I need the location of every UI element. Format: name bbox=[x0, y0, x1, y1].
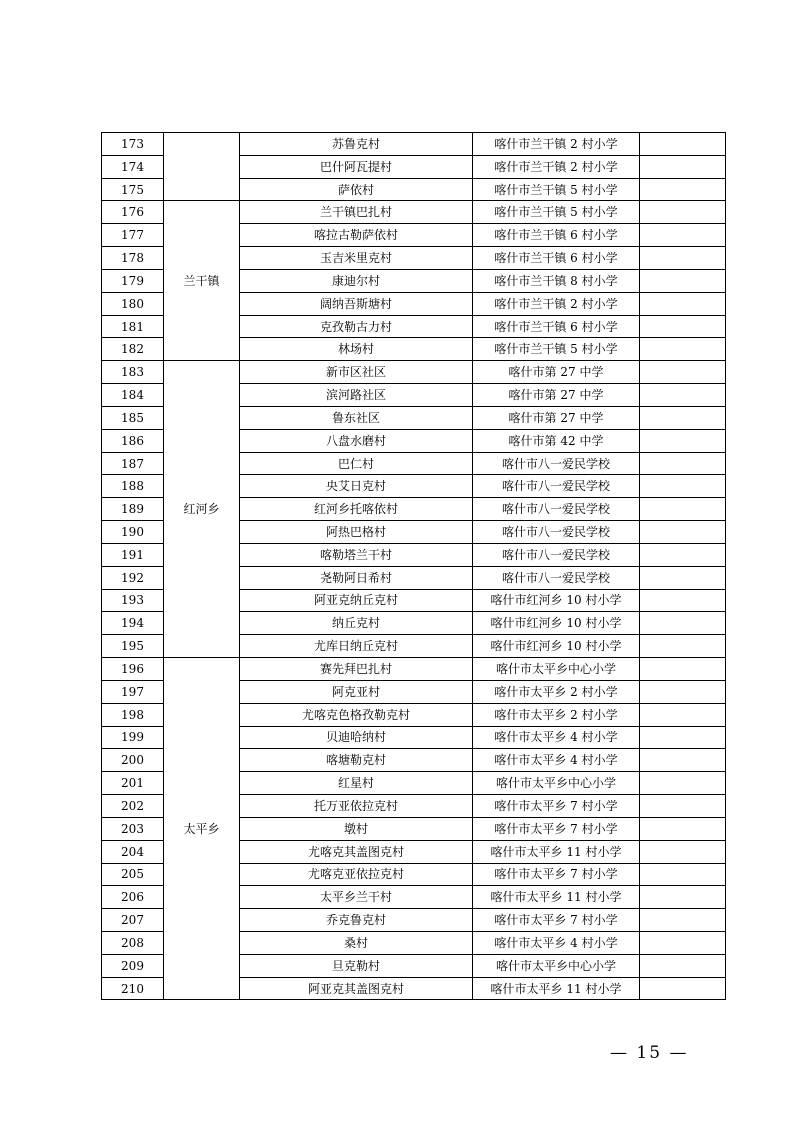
note-cell bbox=[640, 178, 726, 201]
row-number: 176 bbox=[102, 201, 164, 224]
village-cell: 喀勒塔兰干村 bbox=[240, 543, 473, 566]
village-cell: 林场村 bbox=[240, 338, 473, 361]
note-cell bbox=[640, 269, 726, 292]
school-cell: 喀什市兰干镇 8 村小学 bbox=[473, 269, 640, 292]
township-cell bbox=[164, 133, 240, 201]
page-number: — 15 — bbox=[610, 1043, 689, 1063]
village-cell: 萨依村 bbox=[240, 178, 473, 201]
school-cell: 喀什市太平乡 11 村小学 bbox=[473, 886, 640, 909]
school-cell: 喀什市兰干镇 5 村小学 bbox=[473, 201, 640, 224]
village-cell: 鲁东社区 bbox=[240, 406, 473, 429]
school-cell: 喀什市第 27 中学 bbox=[473, 384, 640, 407]
note-cell bbox=[640, 886, 726, 909]
village-cell: 阿克亚村 bbox=[240, 680, 473, 703]
school-cell: 喀什市太平乡 4 村小学 bbox=[473, 726, 640, 749]
school-cell: 喀什市太平乡 4 村小学 bbox=[473, 749, 640, 772]
note-cell bbox=[640, 977, 726, 1000]
village-cell: 尤喀克亚依拉克村 bbox=[240, 863, 473, 886]
village-cell: 桑村 bbox=[240, 931, 473, 954]
school-cell: 喀什市兰干镇 2 村小学 bbox=[473, 292, 640, 315]
school-cell: 喀什市太平乡 11 村小学 bbox=[473, 840, 640, 863]
row-number: 204 bbox=[102, 840, 164, 863]
note-cell bbox=[640, 429, 726, 452]
school-cell: 喀什市八一爱民学校 bbox=[473, 498, 640, 521]
table-row bbox=[102, 361, 726, 384]
note-cell bbox=[640, 863, 726, 886]
row-number: 208 bbox=[102, 931, 164, 954]
row-number: 183 bbox=[102, 361, 164, 384]
school-cell: 喀什市红河乡 10 村小学 bbox=[473, 612, 640, 635]
village-cell: 赛先拜巴扎村 bbox=[240, 658, 473, 681]
village-cell: 喀塘勒克村 bbox=[240, 749, 473, 772]
table-row bbox=[102, 133, 726, 156]
school-cell: 喀什市第 27 中学 bbox=[473, 406, 640, 429]
village-cell: 尤喀克其盖图克村 bbox=[240, 840, 473, 863]
note-cell bbox=[640, 361, 726, 384]
row-number: 205 bbox=[102, 863, 164, 886]
row-number: 201 bbox=[102, 772, 164, 795]
school-cell: 喀什市兰干镇 6 村小学 bbox=[473, 247, 640, 270]
note-cell bbox=[640, 521, 726, 544]
note-cell bbox=[640, 589, 726, 612]
table-body bbox=[102, 133, 726, 1000]
note-cell bbox=[640, 909, 726, 932]
note-cell bbox=[640, 635, 726, 658]
village-cell: 八盘水磨村 bbox=[240, 429, 473, 452]
row-number: 197 bbox=[102, 680, 164, 703]
assignment-table bbox=[101, 132, 726, 1000]
row-number: 198 bbox=[102, 703, 164, 726]
note-cell bbox=[640, 817, 726, 840]
note-cell bbox=[640, 133, 726, 156]
school-cell: 喀什市红河乡 10 村小学 bbox=[473, 635, 640, 658]
row-number: 190 bbox=[102, 521, 164, 544]
school-cell: 喀什市兰干镇 5 村小学 bbox=[473, 178, 640, 201]
village-cell: 克孜勒古力村 bbox=[240, 315, 473, 338]
row-number: 182 bbox=[102, 338, 164, 361]
row-number: 181 bbox=[102, 315, 164, 338]
village-cell: 康迪尔村 bbox=[240, 269, 473, 292]
village-cell: 阿亚克纳丘克村 bbox=[240, 589, 473, 612]
school-cell: 喀什市太平乡 4 村小学 bbox=[473, 931, 640, 954]
village-cell: 央艾日克村 bbox=[240, 475, 473, 498]
school-cell: 喀什市八一爱民学校 bbox=[473, 543, 640, 566]
row-number: 178 bbox=[102, 247, 164, 270]
note-cell bbox=[640, 384, 726, 407]
row-number: 202 bbox=[102, 795, 164, 818]
village-cell: 红星村 bbox=[240, 772, 473, 795]
note-cell bbox=[640, 726, 726, 749]
school-cell: 喀什市八一爱民学校 bbox=[473, 566, 640, 589]
table-row bbox=[102, 658, 726, 681]
row-number: 194 bbox=[102, 612, 164, 635]
note-cell bbox=[640, 566, 726, 589]
row-number: 195 bbox=[102, 635, 164, 658]
school-cell: 喀什市第 27 中学 bbox=[473, 361, 640, 384]
school-cell: 喀什市八一爱民学校 bbox=[473, 521, 640, 544]
village-cell: 太平乡兰干村 bbox=[240, 886, 473, 909]
school-cell: 喀什市太平乡 2 村小学 bbox=[473, 680, 640, 703]
note-cell bbox=[640, 931, 726, 954]
note-cell bbox=[640, 795, 726, 818]
note-cell bbox=[640, 498, 726, 521]
village-cell: 兰干镇巴扎村 bbox=[240, 201, 473, 224]
village-cell: 旦克勒村 bbox=[240, 954, 473, 977]
note-cell bbox=[640, 612, 726, 635]
school-cell: 喀什市第 42 中学 bbox=[473, 429, 640, 452]
school-cell: 喀什市太平乡 7 村小学 bbox=[473, 817, 640, 840]
row-number: 187 bbox=[102, 452, 164, 475]
village-cell: 滨河路社区 bbox=[240, 384, 473, 407]
row-number: 175 bbox=[102, 178, 164, 201]
row-number: 192 bbox=[102, 566, 164, 589]
village-cell: 苏鲁克村 bbox=[240, 133, 473, 156]
township-cell: 红河乡 bbox=[164, 361, 240, 658]
village-cell: 巴什阿瓦提村 bbox=[240, 155, 473, 178]
note-cell bbox=[640, 406, 726, 429]
village-cell: 尧勒阿日希村 bbox=[240, 566, 473, 589]
school-cell: 喀什市兰干镇 6 村小学 bbox=[473, 224, 640, 247]
note-cell bbox=[640, 954, 726, 977]
village-cell: 贝迪哈纳村 bbox=[240, 726, 473, 749]
row-number: 186 bbox=[102, 429, 164, 452]
village-cell: 尤喀克色格孜勒克村 bbox=[240, 703, 473, 726]
note-cell bbox=[640, 292, 726, 315]
village-cell: 阿亚克其盖图克村 bbox=[240, 977, 473, 1000]
school-cell: 喀什市兰干镇 6 村小学 bbox=[473, 315, 640, 338]
school-cell: 喀什市太平乡中心小学 bbox=[473, 658, 640, 681]
school-cell: 喀什市太平乡 7 村小学 bbox=[473, 795, 640, 818]
row-number: 196 bbox=[102, 658, 164, 681]
row-number: 180 bbox=[102, 292, 164, 315]
row-number: 184 bbox=[102, 384, 164, 407]
school-cell: 喀什市红河乡 10 村小学 bbox=[473, 589, 640, 612]
school-cell: 喀什市太平乡 11 村小学 bbox=[473, 977, 640, 1000]
row-number: 193 bbox=[102, 589, 164, 612]
township-cell: 兰干镇 bbox=[164, 201, 240, 361]
table-row bbox=[102, 201, 726, 224]
township-cell: 太平乡 bbox=[164, 658, 240, 1000]
village-cell: 阿热巴格村 bbox=[240, 521, 473, 544]
note-cell bbox=[640, 315, 726, 338]
village-cell: 新市区社区 bbox=[240, 361, 473, 384]
school-cell: 喀什市太平乡中心小学 bbox=[473, 772, 640, 795]
school-cell: 喀什市太平乡 2 村小学 bbox=[473, 703, 640, 726]
row-number: 179 bbox=[102, 269, 164, 292]
note-cell bbox=[640, 680, 726, 703]
note-cell bbox=[640, 749, 726, 772]
row-number: 206 bbox=[102, 886, 164, 909]
note-cell bbox=[640, 840, 726, 863]
school-cell: 喀什市太平乡 7 村小学 bbox=[473, 863, 640, 886]
row-number: 199 bbox=[102, 726, 164, 749]
school-cell: 喀什市太平乡 7 村小学 bbox=[473, 909, 640, 932]
school-cell: 喀什市八一爱民学校 bbox=[473, 475, 640, 498]
village-cell: 巴仁村 bbox=[240, 452, 473, 475]
row-number: 185 bbox=[102, 406, 164, 429]
note-cell bbox=[640, 658, 726, 681]
village-cell: 玉吉米里克村 bbox=[240, 247, 473, 270]
school-cell: 喀什市八一爱民学校 bbox=[473, 452, 640, 475]
note-cell bbox=[640, 201, 726, 224]
row-number: 203 bbox=[102, 817, 164, 840]
row-number: 174 bbox=[102, 155, 164, 178]
school-cell: 喀什市太平乡中心小学 bbox=[473, 954, 640, 977]
village-cell: 喀拉古勒萨依村 bbox=[240, 224, 473, 247]
village-cell: 红河乡托喀依村 bbox=[240, 498, 473, 521]
village-cell: 乔克鲁克村 bbox=[240, 909, 473, 932]
school-cell: 喀什市兰干镇 2 村小学 bbox=[473, 155, 640, 178]
row-number: 200 bbox=[102, 749, 164, 772]
note-cell bbox=[640, 247, 726, 270]
village-cell: 尤库日纳丘克村 bbox=[240, 635, 473, 658]
village-cell: 纳丘克村 bbox=[240, 612, 473, 635]
note-cell bbox=[640, 452, 726, 475]
row-number: 173 bbox=[102, 133, 164, 156]
row-number: 189 bbox=[102, 498, 164, 521]
note-cell bbox=[640, 772, 726, 795]
village-cell: 墩村 bbox=[240, 817, 473, 840]
row-number: 209 bbox=[102, 954, 164, 977]
row-number: 177 bbox=[102, 224, 164, 247]
row-number: 210 bbox=[102, 977, 164, 1000]
row-number: 191 bbox=[102, 543, 164, 566]
note-cell bbox=[640, 338, 726, 361]
note-cell bbox=[640, 155, 726, 178]
note-cell bbox=[640, 703, 726, 726]
village-cell: 阔纳吾斯塘村 bbox=[240, 292, 473, 315]
school-cell: 喀什市兰干镇 5 村小学 bbox=[473, 338, 640, 361]
note-cell bbox=[640, 475, 726, 498]
row-number: 207 bbox=[102, 909, 164, 932]
row-number: 188 bbox=[102, 475, 164, 498]
note-cell bbox=[640, 224, 726, 247]
school-cell: 喀什市兰干镇 2 村小学 bbox=[473, 133, 640, 156]
note-cell bbox=[640, 543, 726, 566]
village-cell: 托万亚依拉克村 bbox=[240, 795, 473, 818]
